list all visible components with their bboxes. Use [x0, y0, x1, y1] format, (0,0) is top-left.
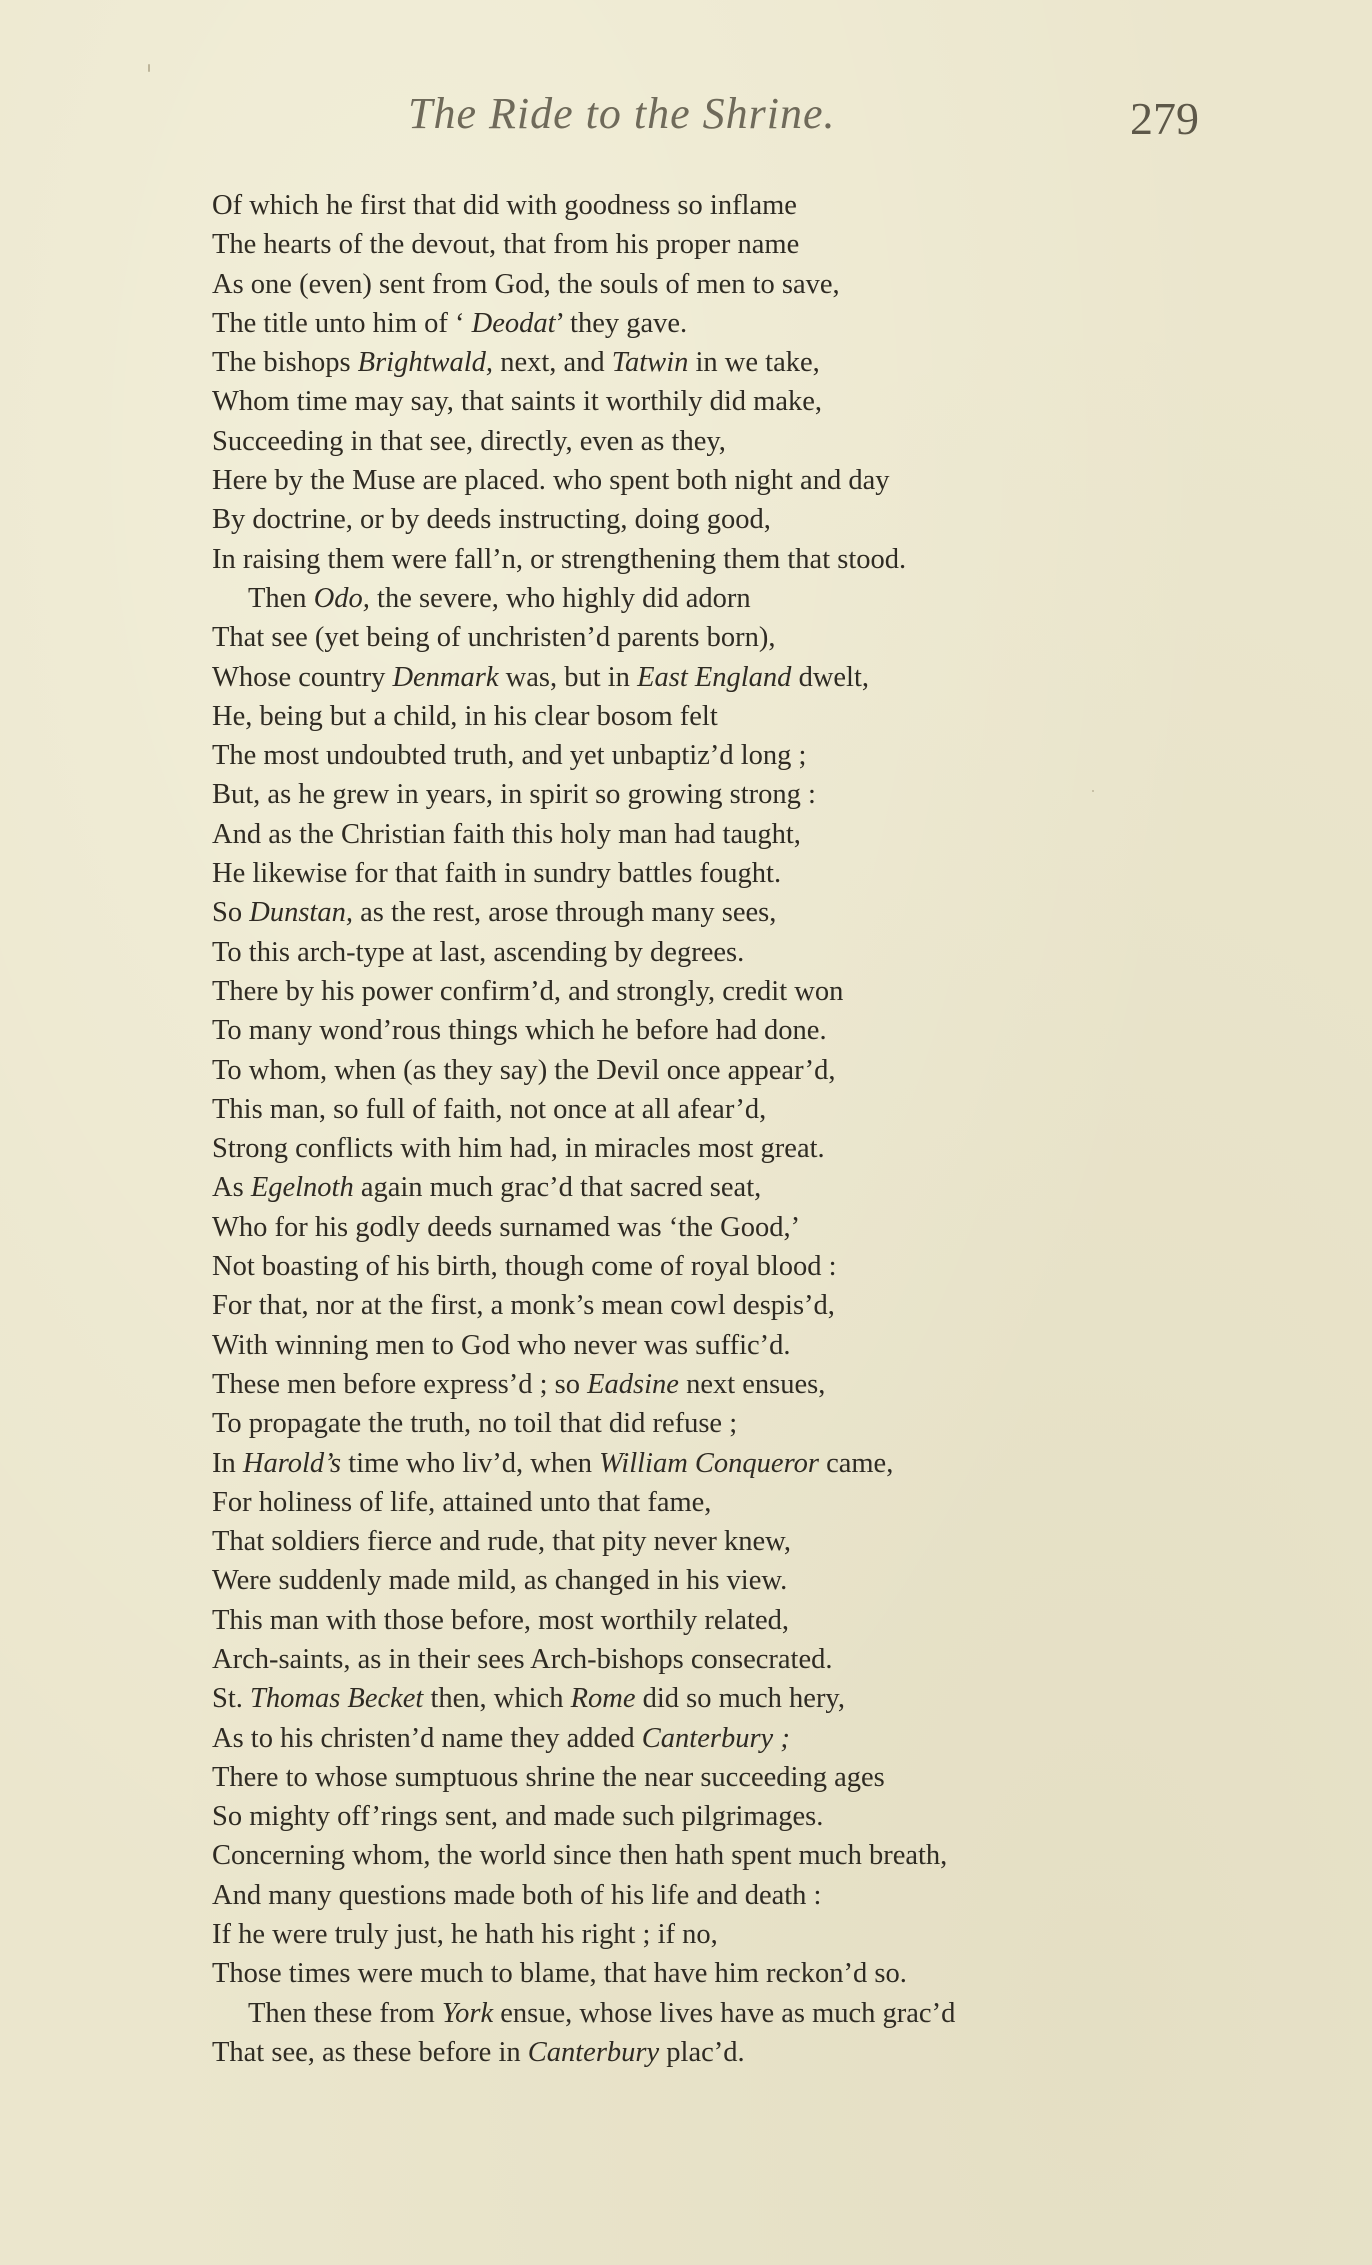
verse-line: [212, 1561, 1312, 1600]
verse-line: [212, 186, 1312, 225]
verse-line: [212, 1994, 1312, 2033]
italic-name: Dunstan,: [249, 897, 353, 929]
verse-text: That soldiers fierce and rude, that pity never knew,: [212, 1526, 792, 1558]
italic-name: York: [441, 1997, 494, 2029]
verse-text: did so much hery,: [635, 1683, 845, 1715]
verse-text: Whom time may say, that saints it worthily did make,: [212, 386, 823, 418]
verse-line: [212, 1876, 1312, 1915]
verse-line: [212, 1208, 1312, 1247]
verse-line: [212, 1404, 1312, 1443]
verse-line: [212, 2033, 1312, 2072]
verse-text: By doctrine, or by deeds instructing, doing good,: [212, 504, 771, 536]
verse-text: In: [212, 1447, 243, 1479]
verse-text: And as the Christian faith this holy man had taught,: [212, 818, 801, 850]
verse-line: [212, 1915, 1312, 1954]
italic-name: Harold’s: [242, 1447, 342, 1479]
verse-line: [212, 461, 1312, 500]
verse-text: In raising them were fall’n, or strengthening them that stood.: [212, 543, 907, 575]
verse-line: [212, 1365, 1312, 1404]
verse-text: in we take,: [688, 347, 820, 379]
verse-line: [212, 815, 1312, 854]
verse-line: [212, 736, 1312, 775]
verse-line: [212, 1483, 1312, 1522]
verse-line: [212, 1129, 1312, 1168]
verse-line: [212, 343, 1312, 382]
verse-line: [212, 1679, 1312, 1718]
verse-line: [212, 540, 1312, 579]
verse-line: [212, 1522, 1312, 1561]
page-number: 279: [1130, 93, 1199, 144]
verse-text: Then these from: [248, 1997, 442, 2029]
verse-text: the severe, who highly did adorn: [369, 582, 751, 614]
verse-line: [212, 854, 1312, 893]
italic-name: Tatwin: [611, 347, 689, 379]
italic-name: Brightwald,: [357, 347, 494, 379]
verse-line: [212, 382, 1312, 421]
verse-text: Here by the Muse are placed. who spent both night and day: [212, 465, 890, 497]
verse-text: next ensues,: [678, 1368, 826, 1400]
verse-line: [212, 1011, 1312, 1050]
italic-name: Egelnoth: [250, 1172, 354, 1204]
verse-text: time who liv’d, when: [341, 1447, 600, 1479]
verse-text: again much grac’d that sacred seat,: [353, 1172, 762, 1204]
verse-text: As to his christen’d name they added: [212, 1722, 642, 1754]
verse-line: [212, 500, 1312, 539]
verse-text: Of which he first that did with goodness so inflame: [212, 190, 797, 221]
verse-text: But, as he grew in years, in spirit so growing strong :: [212, 779, 816, 811]
italic-name: Eadsine: [587, 1368, 679, 1400]
italic-name: William Conqueror: [599, 1447, 819, 1479]
verse-line: [212, 1247, 1312, 1286]
italic-name: Thomas Becket: [250, 1683, 424, 1715]
verse-line: [212, 893, 1312, 932]
verse-line: [212, 972, 1312, 1011]
verse-line: [212, 618, 1312, 657]
verse-text: As one (even) sent from God, the souls of men to save,: [212, 268, 840, 300]
verse-text: came,: [818, 1447, 894, 1479]
verse-text: And many questions made both of his life and death :: [212, 1879, 822, 1911]
running-title: The Ride to the Shrine.: [408, 89, 836, 138]
verse-text: Succeeding in that see, directly, even as they,: [212, 425, 726, 457]
verse-line: [212, 1954, 1312, 1993]
verse-line: [212, 304, 1312, 343]
verse-text: Who for his godly deeds surnamed was ‘the Good,’: [212, 1211, 801, 1243]
verse-line: [212, 1836, 1312, 1875]
verse-line: [212, 933, 1312, 972]
verse-text: With winning men to God who never was suffic’d.: [212, 1329, 791, 1361]
verse-line: [212, 1090, 1312, 1129]
verse-text: Whose country: [212, 661, 393, 693]
verse-text: There to whose sumptuous shrine the near succeeding ages: [212, 1761, 885, 1793]
verse-text: then, which: [423, 1683, 571, 1715]
verse-text: Concerning whom, the world since then hath spent much breath,: [212, 1840, 948, 1872]
verse-line: [212, 1286, 1312, 1325]
verse-text: These men before express’d ; so: [212, 1368, 588, 1400]
verse-text: He, being but a child, in his clear bosom felt: [212, 700, 718, 732]
italic-name: East England: [637, 661, 792, 693]
verse-text: As: [212, 1172, 251, 1204]
verse-line: [212, 422, 1312, 461]
verse-text: next, and: [493, 347, 612, 379]
verse-text: Not boasting of his birth, though come of royal blood :: [212, 1251, 837, 1283]
verse-line: [212, 1601, 1312, 1640]
verse-text: He likewise for that faith in sundry battles fought.: [212, 858, 782, 890]
verse-text: The title unto him of ‘: [212, 307, 472, 339]
running-head: [0, 88, 1372, 148]
verse-text: plac’d.: [659, 2036, 745, 2068]
verse-text: ’ they gave.: [555, 307, 688, 339]
verse-text: The bishops: [212, 347, 358, 379]
verse-text: Those times were much to blame, that have him reckon’d so.: [212, 1958, 907, 1990]
verse-text: St.: [212, 1683, 251, 1715]
verse-text: Were suddenly made mild, as changed in his view.: [212, 1565, 788, 1597]
verse-text: So mighty off’rings sent, and made such pilgrimages.: [212, 1801, 824, 1833]
verse-line: [212, 775, 1312, 814]
verse-text: This man, so full of faith, not once at all afear’d,: [212, 1093, 767, 1125]
verse-line: [212, 1758, 1312, 1797]
verse-text: The most undoubted truth, and yet unbaptiz’d long ;: [212, 740, 807, 772]
verse-line: [212, 697, 1312, 736]
verse-line: [212, 1168, 1312, 1207]
verse-body: [212, 186, 1312, 2072]
verse-text: To many wond’rous things which he before had done.: [212, 1015, 827, 1047]
verse-text: For holiness of life, attained unto that fame,: [212, 1486, 712, 1518]
verse-text: was, but in: [498, 661, 638, 693]
verse-text: ensue, whose lives have as much grac’d: [493, 1997, 956, 2029]
verse-text: This man with those before, most worthily related,: [212, 1604, 789, 1636]
verse-line: [212, 1444, 1312, 1483]
verse-line: [212, 1797, 1312, 1836]
verse-text: For that, nor at the first, a monk’s mean cowl despis’d,: [212, 1290, 835, 1322]
verse-line: [212, 658, 1312, 697]
verse-line: [212, 225, 1312, 264]
verse-text: The hearts of the devout, that from his proper name: [212, 229, 800, 261]
verse-text: as the rest, arose through many sees,: [352, 897, 777, 929]
verse-line: [212, 1326, 1312, 1365]
verse-text: If he were truly just, he hath his right ; if no,: [212, 1919, 718, 1951]
italic-name: Canterbury ;: [641, 1722, 790, 1754]
paper-speck: [148, 64, 150, 72]
verse-text: So: [212, 897, 250, 929]
verse-text: That see (yet being of unchristen’d parents born),: [212, 622, 776, 654]
verse-text: To whom, when (as they say) the Devil once appear’d,: [212, 1054, 836, 1086]
italic-name: Rome: [570, 1683, 636, 1715]
verse-line: [212, 579, 1312, 618]
verse-text: dwelt,: [791, 661, 870, 693]
verse-line: [212, 265, 1312, 304]
verse-line: [212, 1051, 1312, 1090]
verse-text: Strong conflicts with him had, in miracles most great.: [212, 1133, 825, 1165]
verse-text: To propagate the truth, no toil that did refuse ;: [212, 1408, 738, 1440]
verse-text: To this arch-type at last, ascending by degrees.: [212, 936, 745, 968]
italic-name: Odo,: [313, 582, 370, 614]
verse-line: [212, 1640, 1312, 1679]
italic-name: Canterbury: [527, 2036, 660, 2068]
verse-line: [212, 1719, 1312, 1758]
italic-name: Deodat: [471, 307, 556, 339]
verse-text: That see, as these before in: [212, 2036, 528, 2068]
verse-text: Then: [248, 582, 314, 614]
italic-name: Denmark: [392, 661, 499, 693]
verse-text: Arch-saints, as in their sees Arch-bishops consecrated.: [212, 1643, 833, 1675]
verse-text: There by his power confirm’d, and strongly, credit won: [212, 975, 844, 1007]
